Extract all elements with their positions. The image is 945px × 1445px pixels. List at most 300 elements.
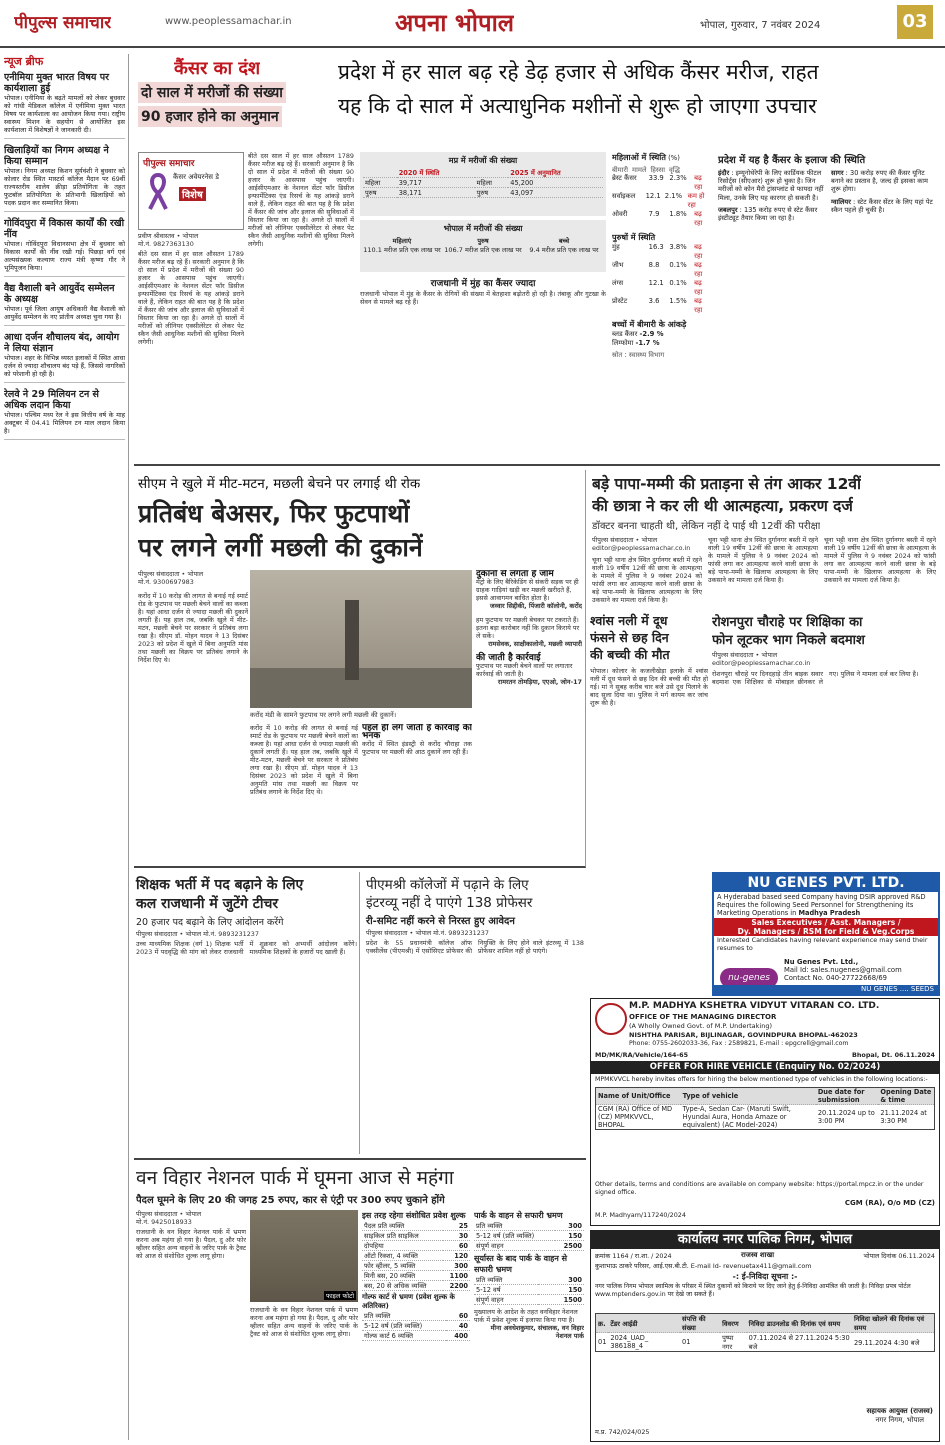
stats-row [612, 279, 712, 297]
byline-place: भोपाल [641, 536, 658, 544]
state-box-title: मप्र में मरीजों की संख्या [448, 156, 518, 165]
treatment-point: जबलपुर : 135 करोड़ रुपए से स्टेट कैंसर इंस्टीट्यूट तैयार किया जा रहा है। [718, 205, 818, 223]
state-row-label: महिला [475, 178, 509, 188]
table-row [362, 1241, 470, 1251]
treatment-city: इंदौर [718, 169, 730, 177]
treatment-text: स्टेट कैंसर सेंटर के लिए यहां पेट स्कैन पहले ही चुकी है। [831, 197, 933, 214]
fee-value: 60 [446, 1311, 470, 1321]
mpkvv-header: Type of vehicle [681, 1088, 816, 1105]
brief-headline: आधा दर्जन शौचालय बंद, आयोग ने लिया संज्ञान [4, 332, 120, 354]
stats-share: 2.3% [669, 174, 687, 182]
kids-name: ब्लड कैंसर [612, 330, 638, 338]
teacher-story [134, 872, 360, 1154]
treatment-title: प्रदेश में यह है कैंसर के इलाज की स्थिति [718, 155, 866, 166]
oral-cancer-title: राजधानी में मुंह का कैंसर ज्यादा [430, 279, 536, 289]
fee-value: 300 [538, 1275, 584, 1285]
mpkvv-header: Name of Unit/Office [596, 1088, 681, 1105]
state-stats-box [360, 152, 606, 216]
safari-note: मुख्यालय के आदेश के तहत वनविहार नेशनल पार्क में प्रवेश शुल्क में इजाफा किया गया है। [474, 1308, 578, 1324]
fish-side-text: फुटपाथ पर मछली बेचने वालों पर लगातार कार्रवाई की जाती है। [476, 662, 573, 678]
byline-name: पीपुल्स संवाददाता [366, 929, 408, 937]
treatment-status-column [718, 152, 938, 464]
mpkvv-ref: MD/MK/RA/Vehicle/164-65 [595, 1051, 689, 1059]
suicide-byline: पीपुल्स संवाददाता • भोपाल editor@peoplessamachar.co.in [592, 536, 691, 552]
brief-headline: वैद्य वैशाली बने आयुर्वेद सम्मेलन के अध्यक्ष [4, 283, 115, 305]
municipal-cell: 01 [680, 1333, 720, 1352]
teacher-headline-1: शिक्षक भर्ती में पद बढ़ाने के लिए [136, 877, 304, 893]
fish-side-name: रामसेवक, साक्षीकालोनी, मछली व्यापारी [488, 640, 582, 648]
nugenes-roles [714, 918, 938, 936]
fees-table [362, 1221, 470, 1291]
stats-row [612, 297, 712, 315]
fish-side-name: जव्वार सिद्दीकी, पिंजारी कॉलोनी, करोंद [489, 602, 582, 610]
safari-table-2 [474, 1275, 584, 1305]
nugenes-state: Madhya Pradesh [798, 909, 861, 917]
men-stats-rows [612, 243, 712, 315]
stats-row [612, 210, 712, 228]
logo-subtitle: कैंसर अवेयरनेस डे [173, 173, 219, 181]
municipal-header: टेंडर आईडी [608, 1314, 680, 1333]
park-deck: पैदल घूमने के लिए 20 की जगह 25 रुपए, कार से एंट्री पर 300 रुपए चुकाने होंगे [136, 1195, 445, 1206]
stats-cases: 12.1 [648, 279, 664, 287]
mpkvv-phone: Phone: 0755-2602033-36, Fax : 2589821, E-mail : epgcrell@gmail.com [629, 1040, 849, 1047]
brief-headline: रेलवे ने 29 मिलियन टन से अधिक लदान किया [4, 389, 99, 411]
byline-phone: मो.नं. 9827363130 [138, 240, 194, 248]
stats-header: वृद्धि [668, 166, 680, 174]
fee-value: 60 [443, 1241, 470, 1251]
loot-headline-1: रोशनपुरा चौराहे पर शिक्षिका का [712, 615, 863, 630]
table-row [474, 1241, 584, 1251]
municipal-ad [590, 1230, 940, 1442]
byline-phone: मो.नं. 9425018933 [136, 1218, 192, 1226]
nugenes-contact [784, 958, 902, 982]
brief-list [4, 72, 125, 440]
nugenes-title: NU GENES PVT. LTD. [714, 874, 938, 892]
college-headline-1: पीएमश्री कॉलेजों में पढ़ाने के लिए [366, 877, 529, 893]
fee-label: 5-12 वर्ष [474, 1285, 538, 1295]
stats-cases: 12.1 [645, 192, 661, 200]
municipal-body: नगर पालिक निगम भोपाल स्वामित्व के परिसर में स्थित दुकानों को किराये पर दिए जाने हेतु ई-निविदा आमंत्रित की जाती है। निविदा प्रपत्र पोर्टल www.mptenders.gov.in पर देखे जा सकते हैं। [595, 1283, 911, 1298]
college-deck: री-समिट नहीं करने से निरस्त हुए आवेदन [366, 916, 515, 927]
table-row [362, 1261, 470, 1271]
fish-side-text: मेट्रो के लिए बैरिकेडिंग से संकरी सड़क पर ही ग्राहक गाड़ियां खड़ी कर मछली खरीदते हैं, इससे आवागमन बाधित होता है। [476, 578, 579, 602]
kids-name: लिम्फोमा [612, 339, 634, 347]
byline-name: पीपुल्स संवाददाता [138, 570, 180, 578]
bhopal-cell-value: 9.4 मरीज प्रति एक लाख पर [529, 246, 599, 254]
teacher-headline-2: कल राजधानी में जुटेंगे टीचर [136, 896, 279, 912]
stats-share: 3.8% [669, 243, 687, 251]
fee-value: 120 [443, 1251, 470, 1261]
stats-trend: बढ़ रहा [694, 279, 703, 296]
stats-trend: कम हो रहा [687, 192, 705, 209]
mpkvv-title: M.P. MADHYA KSHETRA VIDYUT VITARAN CO. LTD. [629, 1001, 880, 1011]
fish-body-col2: करोंद में 10 करोड़ की लागत से बनाई गई स्मार्ट रोड के फुटपाथ पर मछली बेचने वालों का कब्जा है। यहां आधा दर्जन से ज्यादा मछली की दुकानें लगती हैं। यह हाल तब, जबकि खुले में मीट-मटन, मछली बेचने पर सरकार ने प्रतिबंध लगा रखा है। सीएम डॉ. मोहन यादव ने 13 दिसंबर 2023 को प्रदेश में खुले में बिना अनुमति मांस तथा मछली का विक्रय पर प्रतिबंध लगाने के निर्देश दिए थे। [250, 724, 358, 796]
table-row [474, 1285, 584, 1295]
fee-label: 5-12 वर्ष (प्रति व्यक्ति) [362, 1321, 446, 1331]
byline-name: पीपुल्स संवाददाता [712, 651, 754, 659]
section-title: अपना भोपाल [395, 9, 515, 37]
mpkvv-table [595, 1087, 935, 1130]
child-story [590, 612, 708, 868]
golf-title: गोल्फ कार्ट से भ्रमण (प्रवेश शुल्क के अतिरिक्त) [362, 1293, 455, 1310]
fish-story [134, 470, 586, 868]
brief-headline: गोविंदपुरा में विकास कार्यों की रखी नींव [4, 218, 125, 240]
suicide-body-col3: चूना भट्टी थाना क्षेत्र स्थित दुर्गानगर बस्ती में रहने वाली 19 वर्षीय 12वीं की छात्रा के आत्महत्या के मामले में पुलिस ने 9 नवंबर 2024 को फांसी लगा कर आत्महत्या करने वाली छात्रा के बड़े पापा-मम्मी के खिलाफ आत्महत्या के लिए उकसाने का मामला दर्ज किया है। [824, 536, 936, 584]
awareness-logo [138, 152, 244, 230]
mpkvv-cell: CGM (RA) Office of MD (CZ) MPMKVVCL, BHOPAL [596, 1105, 681, 1130]
stats-trend: बढ़ रहा [694, 297, 703, 314]
nugenes-role-1: Sales Executives / Asst. Managers / [751, 918, 901, 927]
stats-row [612, 174, 712, 192]
municipal-header: निविदा खोलने की दिनांक एवं समय [852, 1314, 935, 1333]
park-safari [474, 1210, 584, 1440]
nugenes-line2: Interested Candidates having relevant experience may send their resumes to [717, 936, 928, 952]
fee-value: 400 [446, 1331, 470, 1341]
bhopal-cell-label: महिलाएं [392, 237, 412, 245]
stats-cases: 16.3 [648, 243, 664, 251]
safari-title-2: सूर्यास्त के बाद पार्क के वाहन से सफारी भ्रमण [474, 1254, 568, 1274]
byline-place: भोपाल [187, 570, 204, 578]
brief-body: भोपाल। पूर्व जिला आयुष अधिकारी वैद्य वैशाली को आयुर्वेद सम्मेलन के नए प्रांतीय अध्यक्ष चुना गया है। [4, 305, 125, 321]
mpkvv-logo [595, 1003, 627, 1035]
byline-place: भोपाल [761, 651, 778, 659]
stats-trend: बढ़ रहा [694, 174, 703, 191]
news-brief-column [4, 54, 129, 1440]
table-row [474, 1275, 584, 1285]
treatment-city: सागर [831, 169, 844, 177]
municipal-sign [867, 1407, 933, 1425]
municipal-madhyam: म.प्र. 742/024/025 [595, 1428, 650, 1436]
fish-sidebar [476, 570, 582, 864]
byline-place: भोपाल [185, 930, 202, 938]
byline-name: पीपुल्स संवाददाता [592, 536, 634, 544]
fish-body-col3 [362, 724, 472, 864]
table-row [362, 1331, 470, 1341]
fish-side-title: की जाती है कार्रवाई [476, 653, 541, 663]
byline-place: भोपाल [182, 232, 199, 240]
oral-cancer-body: राजधानी भोपाल में मुंह के कैंसर के रोगियों की संख्या में बेतहाशा बढ़ोतरी हो रही है। तंबाकू और गुटखा के सेवन से मामले बढ़ रहे हैं। [360, 290, 606, 306]
brief-body: भोपाल। पश्चिम मध्य रेल ने इस वित्तीय वर्ष के माह अक्टूबर में 04.41 मिलियन टन माल लदान किया है। [4, 411, 125, 435]
nugenes-mail[interactable]: Mail Id: sales.nugenes@gmail.com [784, 966, 902, 974]
page-number: 03 [897, 5, 933, 39]
table-row [474, 1295, 584, 1305]
stats-name: मुंह [612, 243, 620, 251]
municipal-address: कुशाभाऊ ठाकरे परिसर, आई.एस.बी.टी. E-mail Id- revenuetax411@gmail.com [595, 1262, 812, 1270]
college-story [364, 872, 586, 1154]
fee-value: 2200 [443, 1281, 470, 1291]
fee-value: 150 [538, 1285, 584, 1295]
cancer-deck-1: दो साल में मरीजों की संख्या [138, 82, 286, 103]
loot-byline: पीपुल्स संवाददाता • भोपाल editor@peoplessamachar.co.in [712, 651, 811, 667]
byline-name: प्रवीण श्रीवास्तव [138, 232, 175, 240]
brief-body: भोपाल। गोविंदपुरा विधानसभा क्षेत्र में बुधवार को विकास कार्यों की नींव रखी गई। पिछड़ा वर्ग एवं अल्पसंख्यक कल्याण राज्य मंत्री कृष्णा गौर ने भूमिपूजन किया। [4, 240, 125, 272]
brief-headline: एनीमिया मुक्त भारत विषय पर कार्यशाला हुई [4, 72, 109, 94]
municipal-header: संपत्ति की संख्या [680, 1314, 720, 1333]
fee-value: 1100 [443, 1271, 470, 1281]
cancer-deck-2: 90 हजार होने का अनुमान [138, 106, 282, 127]
fish-headline-1: प्रतिबंध बेअसर, फिर फुटपाथों [138, 499, 410, 528]
treatment-text: 135 करोड़ रुपए से स्टेट कैंसर इंस्टीट्यूट तैयार किया जा रहा है। [718, 205, 818, 223]
kids-value: -2.9 % [639, 330, 664, 338]
fee-value: 30 [443, 1231, 470, 1241]
suicide-headline-2: की छात्रा ने कर ली थी आत्महत्या, प्रकरण दर्ज [592, 497, 853, 515]
issue-date: भोपाल, गुरुवार, 7 नवंबर 2024 [700, 20, 821, 31]
fee-label: ऑटो रिक्शा, 4 व्यक्ति [362, 1251, 443, 1261]
cancer-headline-2: यह कि दो साल में अत्याधुनिक मशीनों से शुरू हो जाएगा उपचार [338, 94, 817, 118]
suicide-story [590, 470, 940, 610]
safari-title-1: पार्क के वाहन से सफारी भ्रमण [474, 1211, 563, 1220]
suicide-body-col2: चूना भट्टी थाना क्षेत्र स्थित दुर्गानगर बस्ती में रहने वाली 19 वर्षीय 12वीं की छात्रा के आत्महत्या के मामले में पुलिस ने 9 नवंबर 2024 को फांसी लगा कर आत्महत्या करने वाली छात्रा के बड़े पापा-मम्मी के खिलाफ आत्महत्या के लिए उकसाने का मामला दर्ज किया है। [708, 536, 818, 584]
table-row [474, 1221, 584, 1231]
nugenes-logo: nu-genes [720, 968, 778, 988]
fish-side-text: हम फुटपाथ पर मछली बेचकर पर टकराते हैं। इतना बड़ा कारोबार नहीं कि दुकान किराये पर ले सकें। [476, 616, 580, 640]
municipal-sign-1: सहायक आयुक्त (राजस्व) [866, 1407, 933, 1415]
treatment-text: इम्यूनोथेरेपी के लिए कार्डियक फीटल रिसोर्ट्स (सीएआर) शुरू हो चुका है। जिन मरीजों को कोन मैरो ट्रांसप्लांट से फायदा नहीं मिला, उनके लिए यह कारगर हो सकती है। [718, 169, 824, 202]
brief-item [4, 145, 125, 212]
kids-row [612, 339, 712, 348]
municipal-header: विवरण [720, 1314, 747, 1333]
byline-phone: मो.नं. 9893231237 [433, 929, 489, 937]
cancer-headline-1: प्रदेश में हर साल बढ़ रहे डेढ़ हजार से अधिक कैंसर मरीज, राहत [338, 60, 819, 84]
fee-value: 2500 [555, 1241, 584, 1251]
brief-item [4, 283, 125, 326]
stats-cases: 33.9 [648, 174, 664, 182]
stats-trend: बढ़ रहा [694, 210, 703, 227]
municipal-cell: 01 [596, 1333, 609, 1352]
stats-share: 0.1% [669, 279, 687, 287]
park-body-col2: राजधानी के वन विहार नेशनल पार्क में भ्रमण करना अब महंगा हो गया है। पैदल, दु और फोर व्हीलर सहित अन्य वाहनों के जरिए पार्क के ट्रैक्ट को आज से संशोधित शुल्क लागू होगा। [250, 1306, 358, 1338]
logo-tag: विशेष [179, 187, 206, 201]
brief-item [4, 72, 125, 139]
mpkvv-note: MPMKVVCL hereby invites offers for hiring the below mentioned type of vehicles in the following locations:- [595, 1076, 928, 1083]
municipal-cell: 07.11.2024 से 27.11.2024 5:30 बजे [747, 1333, 852, 1352]
state-row-value: 38,171 [397, 188, 475, 198]
suicide-headline-1: बड़े पापा-मम्मी की प्रताड़ना से तंग आकर 12वीं [592, 475, 861, 493]
fish-kicker: सीएम ने खुले में मीट-मटन, मछली बेचने पर लगाई थी रोक [138, 476, 421, 492]
municipal-sub: राजस्व शाखा [741, 1251, 775, 1259]
municipal-cell: 29.11.2024 4:30 बजे [852, 1333, 935, 1352]
fish-photo-caption: करोंद मंडी के सामने फुटपाथ पर लगने लगी मछली की दुकानें। [250, 711, 397, 719]
bhopal-cell [363, 236, 441, 254]
byline-email[interactable]: editor@peoplessamachar.co.in [712, 659, 811, 667]
fee-value: 150 [555, 1231, 584, 1241]
fee-value: 40 [446, 1321, 470, 1331]
masthead-url[interactable]: www.peoplessamachar.in [165, 16, 292, 27]
brief-body: भोपाल। शहर के विभिन्न व्यस्त इलाकों में स्थित आधा दर्जन से ज्यादा शौचालय बंद पड़े हैं, जिससे नागरिकों को परेशानी हो रही है। [4, 354, 125, 378]
bhopal-cell [525, 236, 603, 254]
fee-label: प्रति व्यक्ति [474, 1275, 538, 1285]
women-stats-unit: (%) [668, 154, 680, 162]
teacher-body: उच्च माध्यमिक शिक्षक (वर्ग 1) शिक्षक भर्ती 2023 में पदवृद्धि की मांग को लेकर राजधानी में शुक्रवार को अभ्यर्थी आंदोलन करेंगे। माध्यमिक शिक्षकों के हजारों पद खाली हैं। [136, 940, 357, 956]
stats-trend: बढ़ रहा [694, 243, 703, 260]
nugenes-ad [712, 872, 940, 996]
mpkvv-sub1: OFFICE OF THE MANAGING DIRECTOR [629, 1013, 777, 1021]
bhopal-box-title: भोपाल में मरीजों की संख्या [443, 224, 523, 233]
stats-share: 0.1% [669, 261, 687, 269]
loot-headline-2: फोन लूटकर भाग निकले बदमाश [712, 633, 865, 648]
kids-stats-rows [612, 330, 712, 348]
stats-trend: बढ़ रहा [694, 261, 703, 278]
fee-label: मिनी बस, 20 व्यक्ति [362, 1271, 443, 1281]
stats-row [612, 261, 712, 279]
cancer-story [134, 54, 940, 466]
fee-label: फोर व्हीलर, 5 व्यक्ति [362, 1261, 443, 1271]
treatment-text: 30 करोड़ रुपए की कैंसर यूनिट बनाने का प्रस्ताव है, जल्द ही इसका काम शुरू होगा। [831, 169, 928, 194]
fee-label: संपूर्ण वाहन [474, 1295, 538, 1305]
stats-name: सर्वाइकल [612, 192, 636, 200]
brief-body: भोपाल। एनीमिया के बढ़ते मामलों को लेकर बुधवार को गांधी मेडिकल कॉलेज में एनीमिया मुक्त भारत विषय पर कार्यशाला का आयोजन किया गया। राष्ट्रीय स्वास्थ्य मिशन के सहयोग से आयोजित इस कार्यशाला में विशेषज्ञों ने जानकारी दी। [4, 94, 125, 134]
table-row [362, 1271, 470, 1281]
loot-story [712, 612, 940, 868]
stats-cases: 3.6 [648, 297, 660, 305]
fee-value: 25 [443, 1221, 470, 1231]
bhopal-stats-box [360, 220, 606, 272]
safari-sign: मीना अवधेशकुमार, संचालक, वन विहार नेशनल पार्क [490, 1324, 584, 1340]
kids-stats-title: बच्चों में बीमारी के आंकड़े [612, 320, 687, 329]
mpkvv-header: Opening Date & time [878, 1088, 934, 1105]
state-row-label: पुरुष [475, 188, 509, 198]
municipal-sign-2: नगर निगम, भोपाल [875, 1416, 925, 1424]
stats-share: 2.1% [664, 192, 683, 200]
stats-cases: 8.8 [648, 261, 660, 269]
fish-side-text: करोंद में स्थित इंडस्ट्री से करोंद चौराहा तक फुटपाथ पर मछली की आठ दुकानें लग रही हैं। [362, 740, 472, 756]
mpkvv-cell: 20.11.2024 up to 3:00 PM [816, 1105, 879, 1130]
table-row [362, 1251, 470, 1261]
fee-value: 300 [443, 1261, 470, 1271]
byline-phone: मो.नं. 9893231237 [203, 930, 259, 938]
state-row-value: 39,717 [397, 178, 475, 188]
teacher-deck: 20 हजार पद बढ़ाने के लिए आंदोलन करेंगे [136, 917, 284, 928]
fish-photo [250, 570, 472, 708]
byline-place: भोपाल [185, 1210, 202, 1218]
fee-label: 5-12 वर्ष (प्रति व्यक्ति) [474, 1231, 555, 1241]
logo-masthead: पीपुल्स समाचार [143, 159, 195, 169]
municipal-date: भोपाल दिनांक 06.11.2024 [863, 1252, 935, 1260]
fish-body-col1: करोंद में 10 करोड़ की लागत से बनाई गई स्मार्ट रोड के फुटपाथ पर मछली बेचने वालों का कब्जा है। यहां आधा दर्जन से ज्यादा मछली की दुकानें लगती हैं। यह हाल तब, जबकि खुले में मीट-मटन, मछली बेचने पर सरकार ने प्रतिबंध लगा रखा है। सीएम डॉ. मोहन यादव ने 13 दिसंबर 2023 को प्रदेश में खुले में बिना अनुमति मांस तथा मछली का विक्रय पर प्रतिबंध लगाने के निर्देश दिए थे। [138, 592, 248, 664]
women-stats-title: महिलाओं में स्थिति [612, 153, 666, 162]
fee-label: साइकिल प्रति साइकिल [362, 1231, 443, 1241]
men-stats-title: पुरुषों में स्थिति [612, 233, 656, 242]
treatment-points [718, 169, 938, 222]
masthead-logo: पीपुल्स समाचार [14, 13, 112, 33]
municipal-title: कार्यालय नगर पालिक निगम, भोपाल [591, 1231, 939, 1249]
golf-table [362, 1311, 470, 1341]
fee-label: पैदल प्रति व्यक्ति [362, 1221, 443, 1231]
municipal-table [595, 1313, 935, 1352]
stats-header: बीमारी [612, 166, 629, 174]
stats-name: ब्रेस्ट कैंसर [612, 174, 637, 182]
loot-body: रोशनपुरा चौराहे पर दिनदहाड़े तीन बाइक सवार बदमाश एक शिक्षिका से मोबाइल छीनकर ले गए। पुलिस ने मामला दर्ज कर लिया है। [712, 670, 919, 686]
stats-source: स्रोत : स्वास्थ्य विभाग [612, 351, 665, 359]
college-byline: पीपुल्स संवाददाता • भोपाल मो.नं. 9893231237 [366, 929, 489, 937]
park-photo [250, 1210, 358, 1302]
treatment-point: इंदौर : इम्यूनोथेरेपी के लिए कार्डियक फीटल रिसोर्ट्स (सीएआर) शुरू हो चुका है। जिन मरीजों को कोन मैरो ट्रांसप्लांट से फायदा नहीं मिला, उनके लिए यह कारगर हो सकती है। [718, 169, 824, 202]
child-headline-3: की बच्ची की मौत [590, 647, 670, 662]
brief-item [4, 332, 125, 383]
bhopal-cell-value: 106.7 मरीज प्रति एक लाख पर [444, 246, 522, 254]
mpkvv-ad [590, 998, 940, 1226]
byline-place: भोपाल [415, 929, 432, 937]
women-stats-rows [612, 174, 712, 228]
byline-email[interactable]: editor@peoplessamachar.co.in [592, 544, 691, 552]
municipal-header: क्र. [596, 1314, 609, 1333]
mpkvv-offer: OFFER FOR HIRE VEHICLE (Enquiry No. 02/2024) [591, 1061, 939, 1074]
news-brief-label: न्यूज ब्रीफ [4, 55, 44, 68]
park-body: राजधानी के वन विहार नेशनल पार्क में भ्रमण करना अब महंगा हो गया है। पैदल, दु और फोर व्हीलर सहित अन्य वाहनों के जरिए पार्क के ट्रैक्ट को आज से संशोधित शुल्क लागू होगा। [136, 1228, 246, 1260]
suicide-deck: डॉक्टर बनना चाहती थी, लेकिन नहीं दे पाई थी 12वीं की परीक्षा [592, 521, 821, 532]
college-body: प्रदेश के 55 प्रधानमंत्री कॉलेज ऑफ एक्सीलेंस (पीएमश्री) में एसोसिएट प्रोफेसर की नियुक्ति के लिए होने वाले इंटरव्यू में 138 प्रोफेसर शामिल नहीं हो पाएंगे। [366, 939, 584, 955]
mpkvv-cell: 21.11.2024 at 3:30 PM [878, 1105, 934, 1130]
child-headline-2: फंसने से छह दिन [590, 630, 669, 645]
municipal-header: निविदा डाउनलोड की दिनांक एवं समय [747, 1314, 852, 1333]
fish-side-title: दुकानों से लगता है जाम [476, 570, 554, 579]
state-row-label: पुरुष [363, 188, 397, 198]
college-headline-2: इंटरव्यू नहीं दे पाएंगे 138 प्रोफेसर [366, 895, 533, 911]
table-row [362, 1221, 470, 1231]
park-fees [362, 1210, 470, 1440]
stats-header: मामले [632, 166, 647, 174]
table-row [362, 1281, 470, 1291]
mpkvv-sub2: (A Wholly Owned Govt. of M.P. Undertaking) [629, 1022, 772, 1030]
byline-name: पीपुल्स संवाददाता [136, 1210, 178, 1218]
nugenes-line1: A Hyderabad based seed Company having DSIR approved R&D Requires the following Seed Personnel for Strengthening its Marketing Operations in Madhya Pradesh [717, 893, 926, 917]
stats-share: 1.5% [669, 297, 687, 305]
stats-header: हिस्सा [650, 166, 665, 174]
mpkvv-address: NISHTHA PARISAR, BIJLINAGAR, GOVINDPURA BHOPAL-462023 [629, 1031, 858, 1039]
stats-row [612, 192, 712, 210]
table-row [362, 1231, 470, 1241]
bhopal-cell-value: 110.1 मरीज प्रति एक लाख पर [363, 246, 441, 254]
bhopal-cell [444, 236, 522, 254]
brief-item [4, 218, 125, 277]
state-table [363, 168, 603, 198]
park-headline: वन विहार नेशनल पार्क में घूमना आज से महंगा [136, 1167, 454, 1189]
brief-body: भोपाल। निगम अध्यक्ष किशन सूर्यवंशी ने बुधवार को कोलार रोड स्थित मास्टर्स कॉलेज मैदान पर 69वीं राज्यस्तरीय शालेय क्रीड़ा प्रतियोगिता के तहत फुटबॉल प्रतियोगिता के प्रतिभागी खिलाड़ियों को पदक प्रदान कर सम्मानित किया। [4, 167, 125, 207]
municipal-cell: पुष्पा नगर [720, 1333, 747, 1352]
fee-label: प्रति व्यक्ति [362, 1311, 446, 1321]
stats-name: ओवरी [612, 210, 628, 218]
state-col-2025: 2025 में अनुमानित [508, 168, 603, 178]
suicide-body: चूना भट्टी थाना क्षेत्र स्थित दुर्गानगर बस्ती में रहने वाली 19 वर्षीय 12वीं की छात्रा के आत्महत्या के मामले में पुलिस ने 9 नवंबर 2024 को फांसी लगा कर आत्महत्या करने वाली छात्रा के बड़े पापा-मम्मी के खिलाफ आत्महत्या के लिए उकसाने का मामला दर्ज किया है। [592, 556, 702, 604]
bhopal-cell-label: पुरुष [477, 237, 489, 245]
treatment-city: ग्वालियर [831, 197, 851, 206]
fish-byline: पीपुल्स संवाददाता • भोपाल मो.नं. 9300697983 [138, 570, 204, 586]
state-row-value: 43,097 [508, 188, 603, 198]
nugenes-phone: Contact No. 040-27722668/69 [784, 974, 888, 982]
table-row [362, 1321, 470, 1331]
stats-name: जीभ [612, 261, 624, 269]
mpkvv-date: Bhopal, Dt. 06.11.2024 [852, 1051, 935, 1059]
nugenes-role-2: Dy. Managers / RSM for Field & Veg.Corps [737, 927, 915, 936]
park-photo-caption: फाइल फोटो [325, 1292, 354, 1300]
state-row-value: 45,200 [508, 178, 603, 188]
ribbon-icon [147, 171, 169, 211]
treatment-city: जबलपुर [718, 205, 738, 214]
fee-label: संपूर्ण वाहन [474, 1241, 555, 1251]
mpkvv-footer: Other details, terms and conditions are available on company website: https://portal.mpcz.in or the under signed office. [595, 1181, 924, 1196]
fee-value: 300 [555, 1221, 584, 1231]
byline-name: पीपुल्स संवाददाता [136, 930, 178, 938]
table-row [474, 1231, 584, 1241]
child-headline-1: श्वांस नली में दूध [590, 613, 668, 628]
fish-side-title: पहले ही लग जाती है कार्रवाई की भनक [362, 724, 472, 741]
mpkvv-sign: CGM (RA), O/o MD (CZ) [844, 1199, 935, 1207]
fees-title: इस तरह रहेगा संशोधित प्रवेश शुल्क [362, 1211, 466, 1220]
park-byline: पीपुल्स संवाददाता • भोपाल मो.नं. 9425018933 [136, 1210, 202, 1226]
stats-name: लंग्स [612, 279, 624, 287]
teacher-byline: पीपुल्स संवाददाता • भोपाल मो.नं. 9893231237 [136, 930, 259, 938]
treatment-point: सागर : 30 करोड़ रुपए की कैंसर यूनिट बनाने का प्रस्ताव है, जल्द ही इसका काम शुरू होगा। [831, 169, 928, 194]
